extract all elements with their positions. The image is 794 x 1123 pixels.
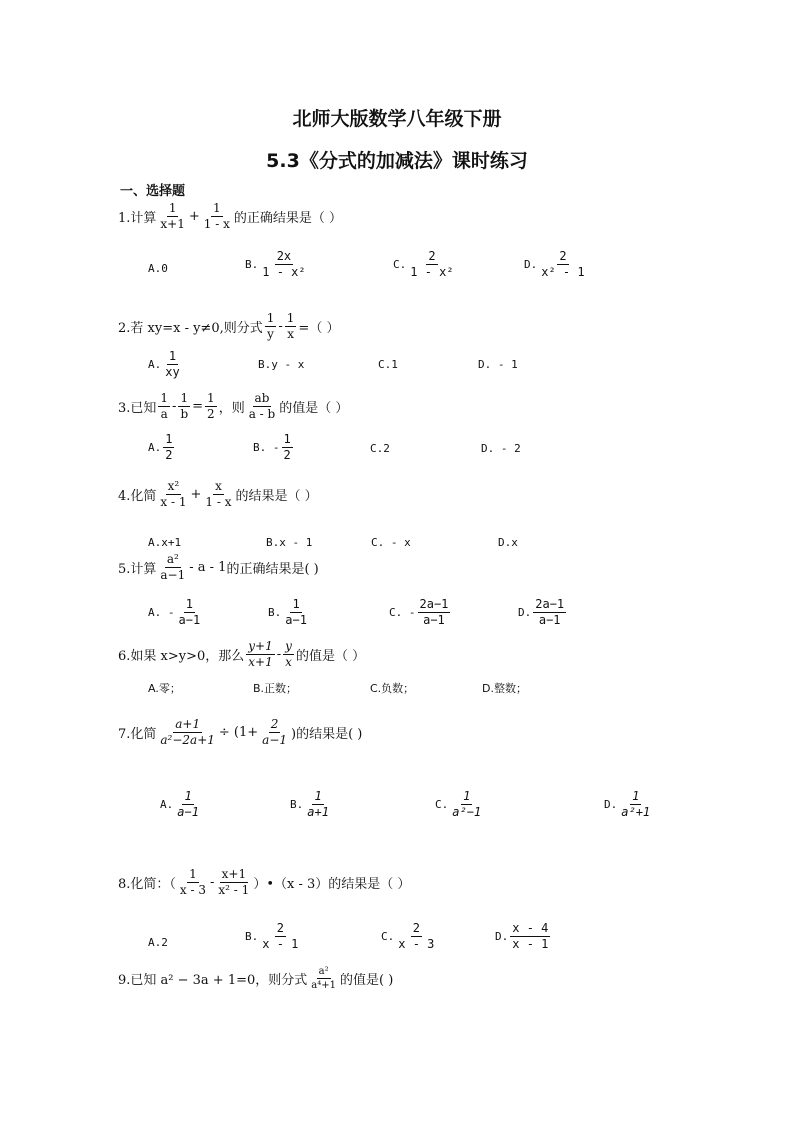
option-a: A.0 (148, 262, 168, 275)
option-d: D. $\frac{2}{\text{x² - 1}}$ (524, 249, 585, 280)
question-2: 2.若 xy=x - y≠0,则分式 $\frac{1}{y}$ - $\frac{1}{x}$ =（ ） (118, 311, 340, 342)
option-b: B.x - 1 (266, 536, 313, 549)
option-a: A.x+1 (148, 536, 182, 549)
option-d: D. $\frac{2a-1}{a-1}$ (518, 597, 565, 628)
option-c: C. - x (371, 536, 411, 549)
option-a: A. $\frac{1}{2}$ (148, 432, 173, 463)
question-9: 9.已知 a² − 3a + 1=0，则分式 $\frac{\text{a²}}{\text{a⁴+1}}$ 的值是( ) (118, 966, 394, 991)
option-c: C. - $\frac{2a-1}{a-1}$ (389, 597, 449, 628)
option-d: D. - 1 (478, 358, 518, 371)
option-b: B. - $\frac{1}{2}$ (253, 432, 291, 463)
option-c: C. $\frac{2}{x - 3}$ (381, 921, 435, 952)
question-7: 7.化简 $\frac{a+1}{\text{a²−2a+1}}$ ÷ (1+ $\frac{2}{a-1}$ )的结果是( ) (118, 717, 363, 748)
option-d: D.x (498, 536, 518, 549)
option-b: B. $\frac{1}{a-1}$ (268, 597, 307, 628)
option-d: D. $\frac{x - 4}{x - 1}$ (495, 921, 549, 952)
option-c: C. $\frac{2}{\text{1 - x²}}$ (393, 249, 454, 280)
option-c: C. $\frac{1}{\text{a²−1}}$ (435, 789, 482, 820)
question-1: 1.计算 $\frac{1}{x+1}$ + $\frac{1}{1 - x}$ 的正确结果是（ ） (118, 201, 343, 232)
question-4: 4.化简 $\frac{\text{x²}}{x - 1}$ + $\frac{x}{1 - x}$ 的结果是（ ） (118, 479, 318, 510)
question-8: 8.化简：（ $\frac{1}{x - 3}$ - $\frac{x+1}{\text{x² - 1}}$ ）•（x - 3）的结果是（ ） (118, 867, 411, 898)
question-5: 5.计算 $\frac{\text{a²}}{a-1}$ - a - 1 的正确结果是( ) (118, 552, 319, 583)
question-6: 6.如果 x>y>0，那么 $\frac{y+1}{x+1}$ - $\frac{y}{x}$ 的值是（ ） (118, 639, 366, 670)
option-b: B.正数； (253, 682, 298, 695)
option-c: C.1 (378, 358, 398, 371)
option-b: B. $\frac{2}{x - 1}$ (245, 921, 299, 952)
section-heading: 一、选择题 (120, 184, 186, 199)
option-a: A.2 (148, 936, 168, 949)
option-d: D. $\frac{1}{\text{a²+1}}$ (604, 789, 651, 820)
option-b: B. $\frac{2x}{\text{1 - x²}}$ (245, 249, 306, 280)
fraction: $\frac{1}{x+1}$ (160, 201, 185, 232)
option-a: A. $\frac{1}{a-1}$ (160, 789, 199, 820)
question-3: 3.已知 $\frac{1}{a}$ - $\frac{1}{b}$ = $\frac{1}{2}$ ，则 $\frac{ab}{a - b}$ 的值是（ ） (118, 391, 349, 422)
fraction: $\frac{1}{1 - x}$ (203, 201, 230, 232)
option-c: C.负数； (370, 682, 415, 695)
page-subtitle: 5.3《分式的加减法》课时练习 (266, 150, 528, 172)
option-b: B.y - x (258, 358, 305, 371)
option-a: A.零； (148, 682, 181, 695)
option-d: D. - 2 (481, 442, 521, 455)
option-a: A. $\frac{1}{xy}$ (148, 349, 180, 380)
page-title: 北师大版数学八年级下册 (292, 108, 502, 130)
option-d: D.整数； (482, 682, 527, 695)
option-a: A. - $\frac{1}{a-1}$ (148, 597, 201, 628)
option-c: C.2 (370, 442, 390, 455)
option-b: B. $\frac{1}{a+1}$ (290, 789, 329, 820)
